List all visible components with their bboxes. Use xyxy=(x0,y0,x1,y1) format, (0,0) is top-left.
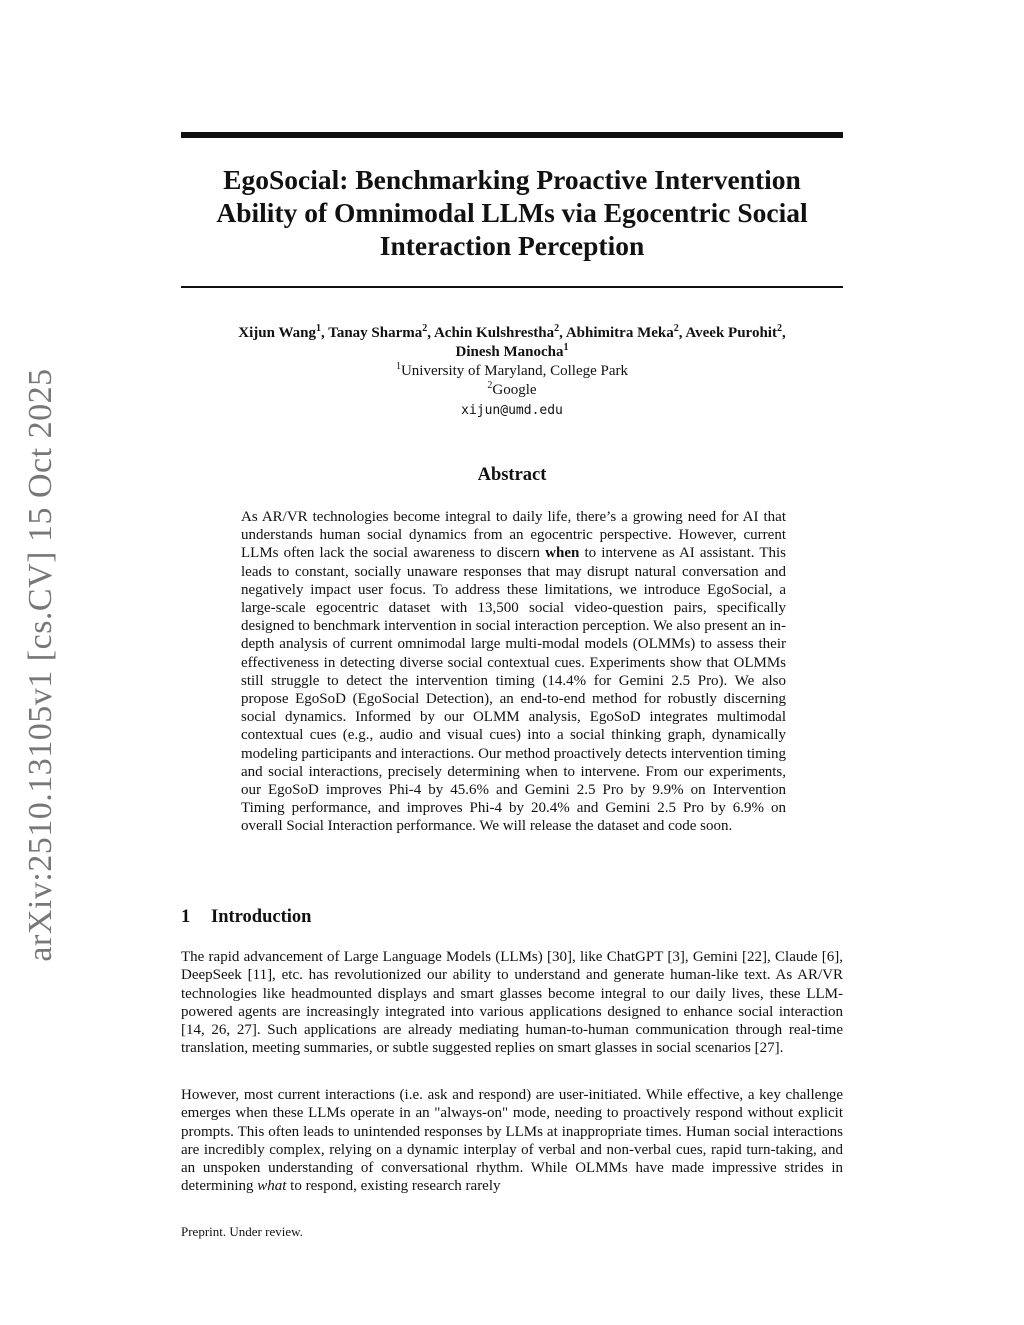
author: Dinesh Manocha$^1$ xyxy=(455,342,569,360)
abstract-heading: Abstract xyxy=(477,465,547,485)
contact-email[interactable]: xijun@umd.edu xyxy=(461,403,563,418)
arxiv-identifier-stamp: arXiv:2510.13105v1 [cs.CV] 15 Oct 2025 xyxy=(22,368,59,962)
preprint-footer: Preprint. Under review. xyxy=(181,1224,303,1239)
abstract-text: As AR/VR technologies become integral to daily life, there’s a growing need for AI that understands human social dynamics from an egocentric perspective. However, current LLMs often lack the social awareness to discern when to intervene as AI assistant. This leads to constant, socially unaware responses that may disrupt natural conversation and negatively impact user focus. To address these limitations, we introduce EgoSocial, a large-scale egocentric dataset with 13,500 social video-question pairs, specifically designed to benchmark intervention in social interaction perception. We also present an in-depth analysis of current omnimodal large multi-modal models (OLMMs) to assess their effectiveness in detecting diverse social contextual cues. Experiments show that OLMMs still struggle to detect the intervention timing (14.4% for Gemini 2.5 Pro). We also propose EgoSoD (EgoSocial Detection), an end-to-end method for robustly discerning social dynamics. Informed by our OLMM analysis, EgoSoD integrates multimodal contextual cues (e.g., audio and visual cues) into a social thinking graph, dynamically modeling participants and interactions. Our method proactively detects intervention timing and social interactions, precisely determining when to intervene. From our experiments, our EgoSoD improves Phi-4 by 45.6% and Gemini 2.5 Pro by 9.9% on Intervention Timing performance, and improves Phi-4 by 20.4% and Gemini 2.5 Pro by 6.9% on overall Social Interaction performance. We will release the dataset and code soon. xyxy=(241,509,786,835)
affiliation-2: $^2$Google xyxy=(487,380,537,398)
paper-title: EgoSocial: Benchmarking Proactive Intervention Ability of Omnimodal LLMs via Egocentric Social Interaction Perception xyxy=(216,164,808,261)
affiliation-1: $^1$University of Maryland, College Park xyxy=(395,361,629,379)
author: Abhimitra Meka$^2$, xyxy=(565,323,686,341)
intro-paragraph-2: However, most current interactions (i.e. ask and respond) are user-initiated. While effective, a key challenge emerges when these LLMs operate in an "always-on" mode, needing to proactively respond without explicit prompts. This often leads to unintended responses by LLMs at inappropriate times. Human social interactions are incredibly complex, relying on a dynamic interplay of verbal and non-verbal cues, rapid turn-taking, and an unspoken understanding of conversational rhythm. While OLMMs have made impressive strides in determining what to respond, existing research rarely xyxy=(181,1087,843,1195)
author: Tanay Sharma$^2$, xyxy=(328,323,434,341)
title-bottom-rule xyxy=(181,286,843,288)
author-list xyxy=(181,324,843,362)
intro-paragraph-1: The rapid advancement of Large Language Models (LLMs) [30], like ChatGPT [3], Gemini [22], Claude [6], DeepSeek [11], etc. has revolutionized our ability to understand and generate human-like text. As AR/VR technologies like headmounted displays and smart glasses become integral to our daily lives, these LLM-powered agents are increasingly integrated into various applications designed to enhance social interaction [14, 26, 27]. Such applications are already mediating human-to-human communication through real-time translation, meeting summaries, or subtle suggested replies on smart glasses in social scenarios [27]. xyxy=(181,949,843,1057)
author: Achin Kulshrestha$^2$, xyxy=(433,323,566,341)
author: Aveek Purohit$^2$, xyxy=(685,323,786,341)
section-heading-introduction: 1 Introduction xyxy=(181,907,312,927)
author: Xijun Wang$^1$, xyxy=(238,323,329,341)
title-top-rule xyxy=(181,132,843,138)
